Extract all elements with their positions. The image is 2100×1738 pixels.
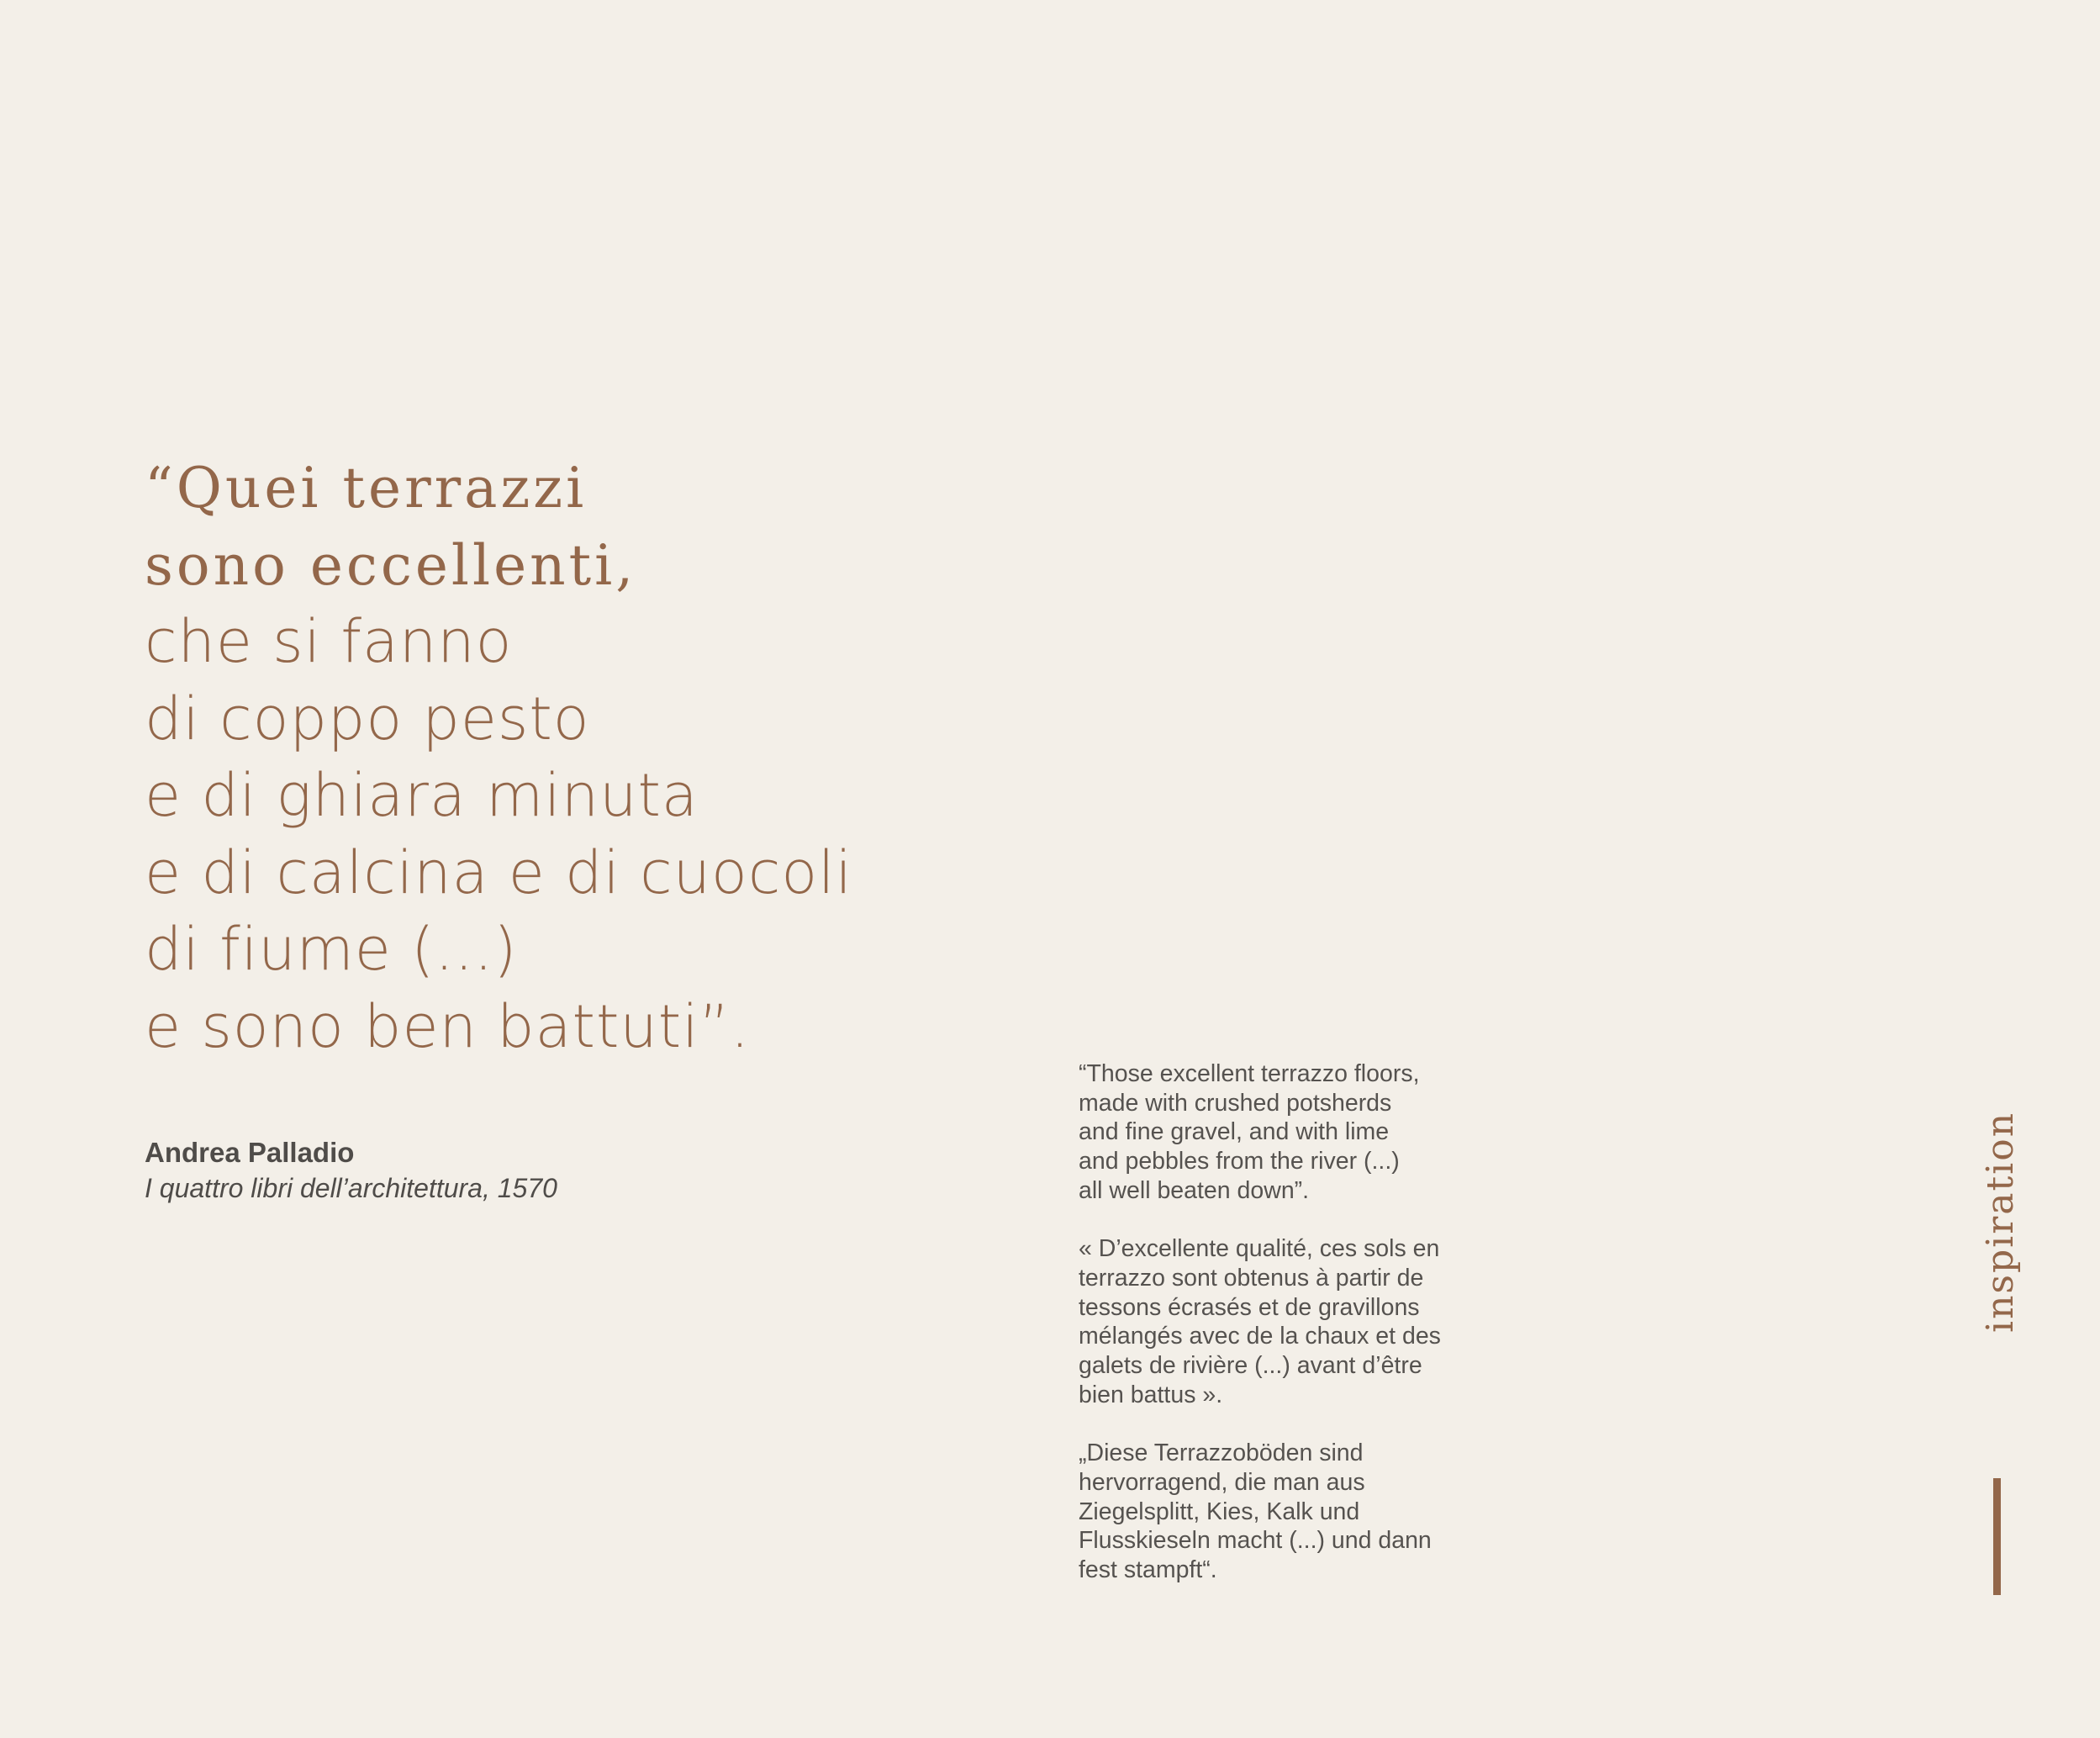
quote-line: e di calcina e di cuocoli (145, 837, 853, 907)
quote-line: e di ghiara minuta (145, 761, 699, 830)
translations (1079, 1059, 1516, 1614)
translation-line: bien battus ». (1079, 1381, 1223, 1408)
section-label-text: inspiration (1979, 1111, 2022, 1333)
source-citation: I quattro libri dell’architettura, 1570 (145, 1173, 557, 1203)
main-quote (145, 450, 985, 1065)
quote-line: sono eccellenti, (145, 532, 637, 598)
author-name: Andrea Palladio (145, 1137, 355, 1168)
quote-attribution (145, 1135, 557, 1206)
quote-line: di fiume (...) (145, 915, 518, 984)
translation-line: terrazzo sont obtenus à partir de (1079, 1264, 1424, 1292)
translation-german (1079, 1439, 1516, 1585)
translation-line: „Diese Terrazzoböden sind (1079, 1440, 1364, 1467)
translation-line: tessons écrasés et de gravillons (1079, 1293, 1420, 1321)
quote-line: “Quei terrazzi (145, 456, 588, 520)
translation-line: Flusskieseln macht (...) und dann (1079, 1527, 1432, 1555)
translation-line: mélangés avec de la chaux et des (1079, 1323, 1441, 1350)
translation-line: hervorragend, die man aus (1079, 1468, 1365, 1496)
quote-line: e sono ben battuti”. (145, 991, 751, 1061)
translation-french (1079, 1234, 1516, 1409)
translation-line: galets de rivière (...) avant d’être (1079, 1352, 1422, 1380)
accent-bar (1993, 1478, 2001, 1595)
translation-line: fest stampft“. (1079, 1556, 1217, 1583)
translation-line: and pebbles from the river (...) (1079, 1148, 1400, 1175)
translation-line: « D’excellente qualité, ces sols en (1079, 1235, 1440, 1263)
translation-line: Ziegelsplitt, Kies, Kalk und (1079, 1498, 1360, 1525)
translation-line: “Those excellent terrazzo floors, (1079, 1060, 1420, 1087)
translation-line: all well beaten down”. (1079, 1176, 1310, 1204)
translation-english (1079, 1059, 1516, 1206)
translation-line: and fine gravel, and with lime (1079, 1118, 1390, 1146)
quote-line: che si fanno (145, 607, 513, 676)
translation-line: made with crushed potsherds (1079, 1089, 1392, 1117)
quote-line: di coppo pesto (145, 684, 590, 753)
